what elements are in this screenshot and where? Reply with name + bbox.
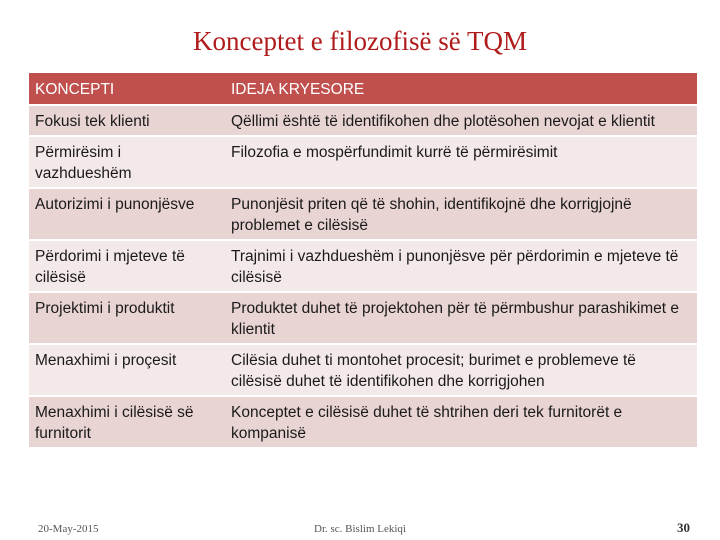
header-concept: KONCEPTI bbox=[29, 73, 225, 105]
concept-cell: Menaxhimi i proçesit bbox=[29, 344, 225, 396]
idea-cell: Produktet duhet të projektohen për të përmbushur parashikimet e klientit bbox=[225, 292, 697, 344]
table-row bbox=[29, 292, 697, 344]
header-main-idea: IDEJA KRYESORE bbox=[225, 73, 697, 105]
table-row bbox=[29, 396, 697, 448]
table-row bbox=[29, 136, 697, 188]
concept-cell: Përdorimi i mjeteve të cilësisë bbox=[29, 240, 225, 292]
concept-cell: Menaxhimi i cilësisë së furnitorit bbox=[29, 396, 225, 448]
idea-cell: Qëllimi është të identifikohen dhe plotësohen nevojat e klientit bbox=[225, 105, 697, 136]
concept-cell: Autorizimi i punonjësve bbox=[29, 188, 225, 240]
slide-title: Konceptet e filozofisë së TQM bbox=[193, 26, 527, 56]
page-number: 30 bbox=[677, 520, 690, 535]
table-row bbox=[29, 105, 697, 136]
idea-cell: Konceptet e cilësisë duhet të shtrihen deri tek furnitorët e kompanisë bbox=[225, 396, 697, 448]
table-row bbox=[29, 344, 697, 396]
idea-cell: Trajnimi i vazhdueshëm i punonjësve për përdorimin e mjeteve të cilësisë bbox=[225, 240, 697, 292]
idea-cell: Punonjësit priten që të shohin, identifikojnë dhe korrigjojnë problemet e cilësisë bbox=[225, 188, 697, 240]
idea-cell: Filozofia e mospërfundimit kurrë të përmirësimit bbox=[225, 136, 697, 188]
idea-cell: Cilësia duhet ti montohet procesit; burimet e problemeve të cilësisë duhet të identifikohen dhe korrigjohen bbox=[225, 344, 697, 396]
concept-cell: Projektimi i produktit bbox=[29, 292, 225, 344]
concept-cell: Fokusi tek klienti bbox=[29, 105, 225, 136]
table-row bbox=[29, 188, 697, 240]
table-header-row bbox=[29, 73, 697, 105]
table-row bbox=[29, 240, 697, 292]
footer-date: 20-May-2015 bbox=[38, 523, 99, 535]
footer-author: Dr. sc. Bislim Lekiqi bbox=[314, 523, 406, 535]
tqm-concepts-table bbox=[29, 73, 697, 449]
concept-cell: Përmirësim i vazhdueshëm bbox=[29, 136, 225, 188]
